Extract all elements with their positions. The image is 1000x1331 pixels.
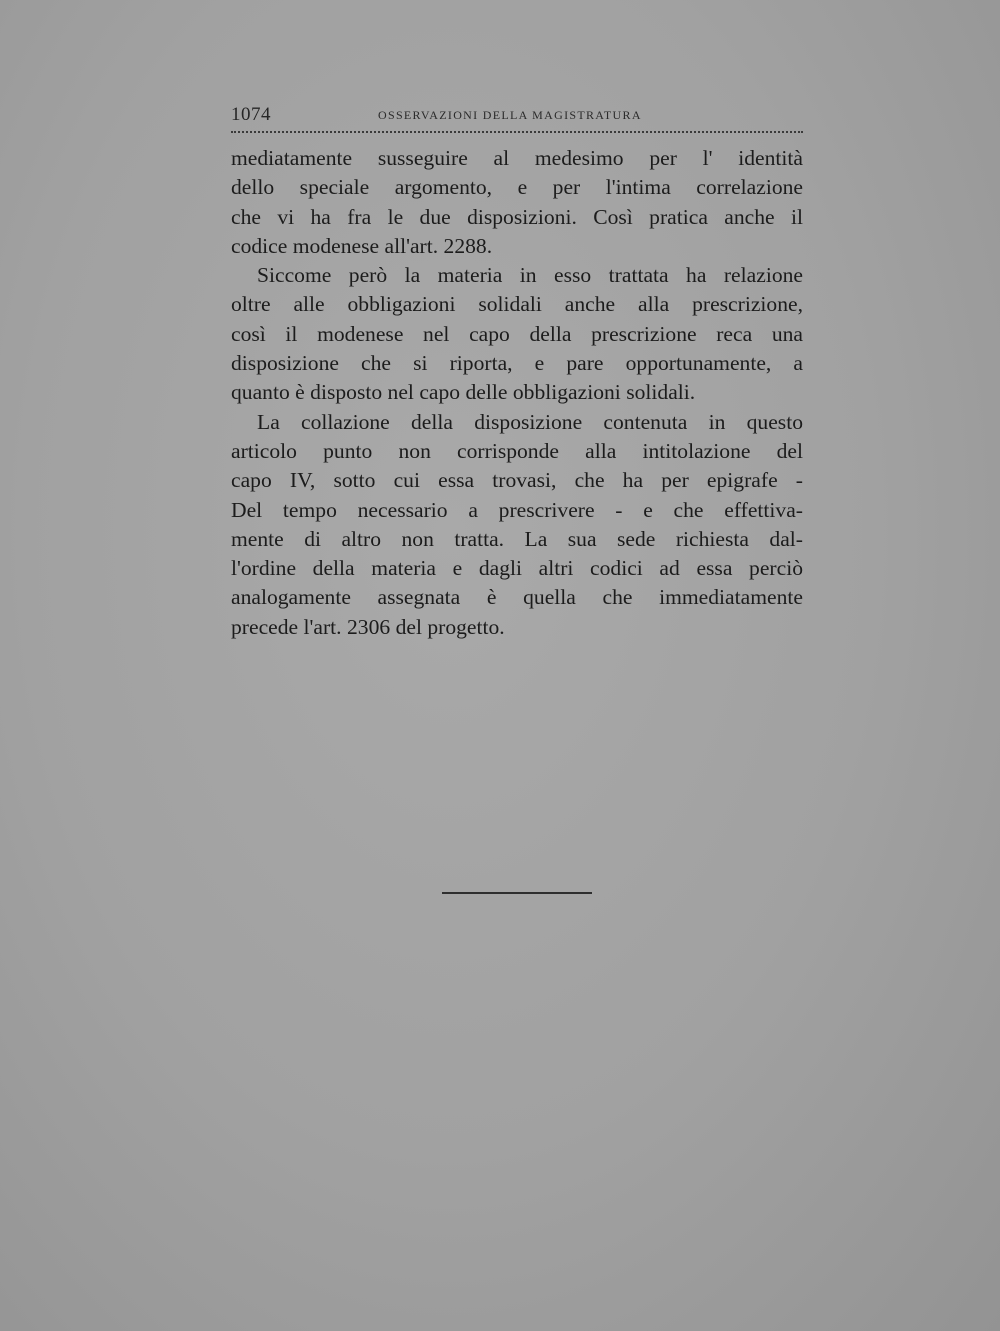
- text-line: l'ordine della materia e dagli altri codici ad essa perciò: [231, 556, 803, 581]
- text-line: quanto è disposto nel capo delle obbligazioni solidali.: [231, 380, 696, 405]
- text-line: articolo punto non corrisponde alla intitolazione del: [231, 438, 803, 463]
- page-number: 1074: [231, 104, 271, 125]
- text-line: precede l'art. 2306 del progetto.: [231, 614, 505, 639]
- header-rule: [231, 131, 803, 133]
- text-line: oltre alle obbligazioni solidali anche alla prescrizione,: [231, 292, 803, 317]
- text-line: analogamente assegnata è quella che immediatamente: [231, 585, 803, 610]
- text-line: Siccome però la materia in esso trattata ha relazione: [257, 263, 803, 288]
- text-line: dello speciale argomento, e per l'intima correlazione: [231, 175, 803, 200]
- text-line: così il modenese nel capo della prescrizione reca una: [231, 321, 803, 346]
- text-line: mediatamente susseguire al medesimo per l' identità: [231, 146, 803, 170]
- text-line: codice modenese all'art. 2288.: [231, 233, 493, 258]
- text-line: La collazione della disposizione contenuta in questo: [257, 409, 803, 434]
- text-line: disposizione che si riporta, e pare opportunamente, a: [231, 351, 803, 376]
- end-rule: [442, 892, 592, 894]
- running-head: OSSERVAZIONI DELLA MAGISTRATURA: [378, 108, 642, 122]
- page-header: [231, 104, 803, 130]
- text-line: che vi ha fra le due disposizioni. Così pratica anche il: [231, 204, 803, 229]
- text-line: capo IV, sotto cui essa trovasi, che ha per epigrafe -: [231, 468, 803, 493]
- text-line: mente di altro non tratta. La sua sede richiesta dal-: [231, 526, 803, 551]
- text-line: Del tempo necessario a prescrivere - e che effettiva-: [231, 497, 803, 522]
- body-text: [231, 144, 803, 642]
